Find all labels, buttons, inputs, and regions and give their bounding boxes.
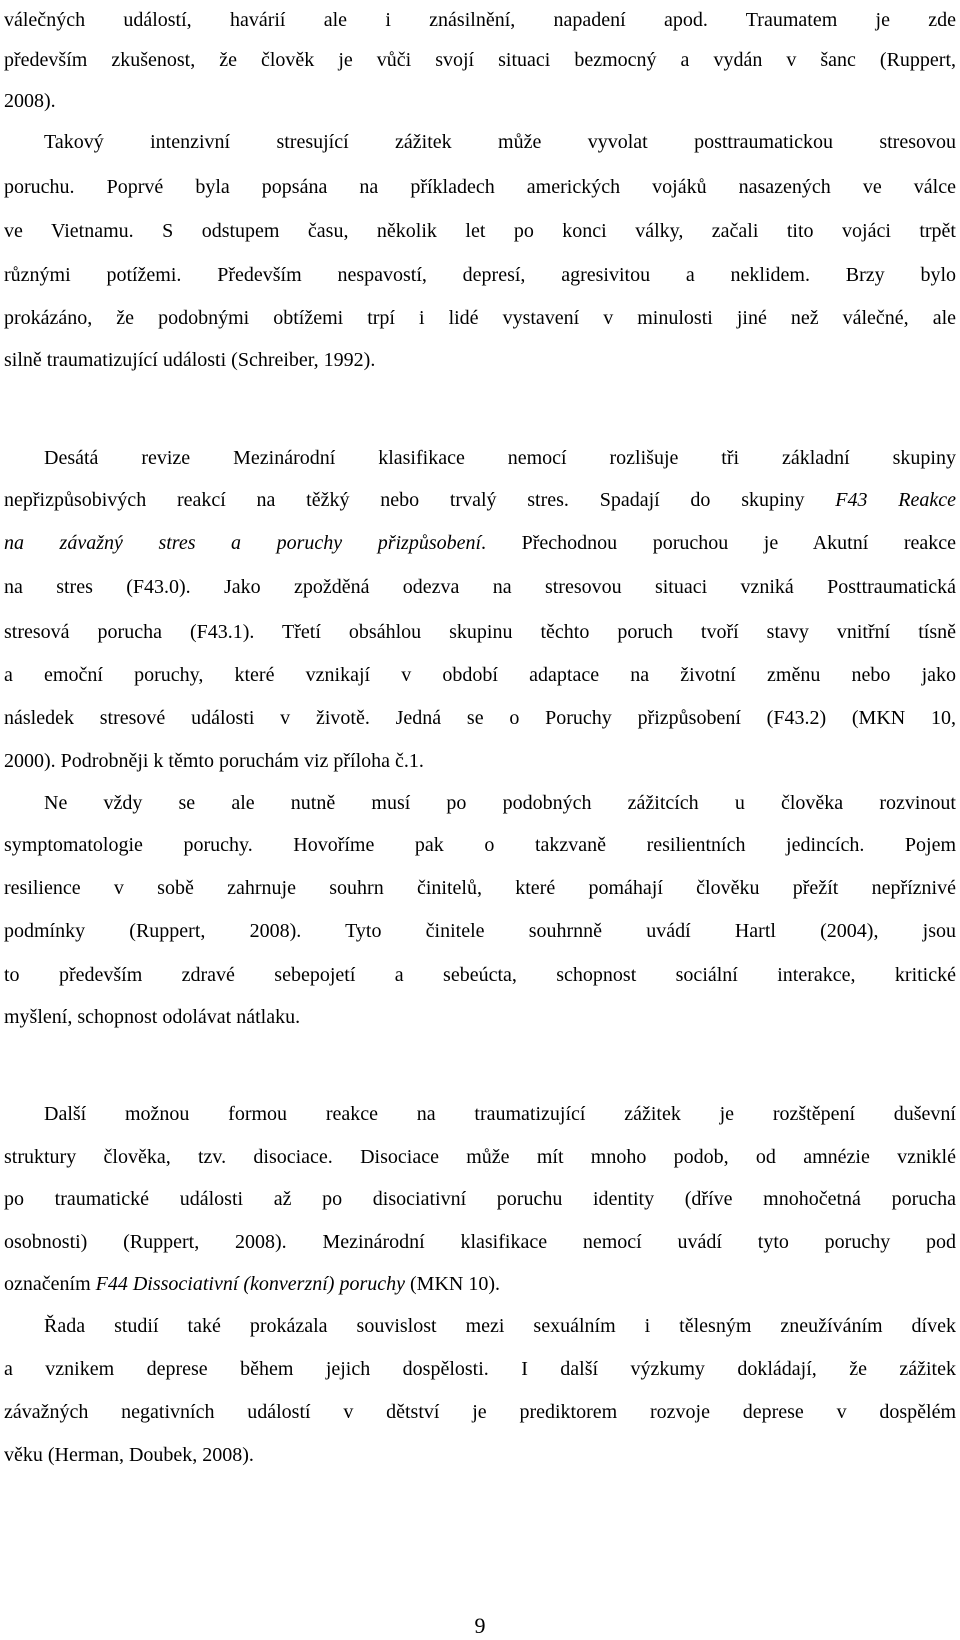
text-line: závažných negativních událostí v dětství je prediktorem rozvoje deprese v dospělém xyxy=(4,1401,956,1423)
text-line: následek stresové události v životě. Jedná se o Poruchy přizpůsobení (F43.2) (MKN 10, xyxy=(4,707,956,729)
text-run: (MKN 10). xyxy=(405,1273,500,1295)
text-line: a emoční poruchy, které vznikají v období adaptace na životní změnu nebo jako xyxy=(4,664,956,686)
text-line: osobnosti) (Ruppert, 2008). Mezinárodní klasifikace nemocí uvádí tyto poruchy pod xyxy=(4,1231,956,1253)
text-line: myšlení, schopnost odolávat nátlaku. xyxy=(4,1006,301,1028)
text-line: 2000). Podrobněji k těmto poruchám viz příloha č.1. xyxy=(4,750,424,772)
text-line: 2008). xyxy=(4,90,56,112)
text-line: především zkušenost, že člověk je vůči svojí situaci bezmocný a vydán v šanc (Ruppert, xyxy=(4,49,956,71)
text-line: a vznikem deprese během jejich dospělosti. I další výzkumy dokládají, že zážitek xyxy=(4,1358,956,1380)
text-line: různými potížemi. Především nespavostí, depresí, agresivitou a neklidem. Brzy bylo xyxy=(4,264,956,286)
text-line: ve Vietnamu. S odstupem času, několik let po konci války, začali tito vojáci trpět xyxy=(4,220,956,242)
text-line: podmínky (Ruppert, 2008). Tyto činitele souhrnně uvádí Hartl (2004), jsou xyxy=(4,920,956,942)
page-number: 9 xyxy=(474,1613,486,1638)
text-line: po traumatické události až po disociativní poruchu identity (dříve mnohočetná porucha xyxy=(4,1188,956,1210)
text-line: Ne vždy se ale nutně musí po podobných zážitcích u člověka rozvinout xyxy=(44,792,956,814)
text-line: struktury člověka, tzv. disociace. Disociace může mít mnoho podob, od amnézie vzniklé xyxy=(4,1146,956,1168)
text-line: Takový intenzivní stresující zážitek může vyvolat posttraumatickou stresovou xyxy=(44,131,956,153)
text-line: symptomatologie poruchy. Hovoříme pak o takzvaně resilientních jedincích. Pojem xyxy=(4,834,956,856)
text-line: na stres (F43.0). Jako zpožděná odezva na stresovou situaci vzniká Posttraumatická xyxy=(4,576,956,598)
text-line xyxy=(4,1269,956,1299)
italic-term: F43 Reakce xyxy=(835,489,956,511)
text-line: Řada studií také prokázala souvislost mezi sexuálním i tělesným zneužíváním dívek xyxy=(44,1315,956,1337)
text-run: . Přechodnou poruchou je Akutní reakce xyxy=(481,532,956,554)
text-line: silně traumatizující události (Schreiber, 1992). xyxy=(4,349,376,371)
text-line xyxy=(4,485,956,515)
text-run: označením xyxy=(4,1273,96,1295)
text-line: válečných událostí, havárií ale i znásilnění, napadení apod. Traumatem je zde xyxy=(4,9,956,31)
text-line: věku (Herman, Doubek, 2008). xyxy=(4,1444,254,1466)
text-line: prokázáno, že podobnými obtížemi trpí i lidé vystavení v minulosti jiné než válečné, ale xyxy=(4,307,956,329)
text-line: Další možnou formou reakce na traumatizující zážitek je rozštěpení duševní xyxy=(44,1103,956,1125)
text-line: poruchu. Poprvé byla popsána na příkladech amerických vojáků nasazených ve válce xyxy=(4,176,956,198)
text-line: Desátá revize Mezinárodní klasifikace nemocí rozlišuje tři základní skupiny xyxy=(44,447,956,469)
text-line: stresová porucha (F43.1). Třetí obsáhlou skupinu těchto poruch tvoří stavy vnitřní tísně xyxy=(4,621,956,643)
text-line: to především zdravé sebepojetí a sebeúcta, schopnost sociální interakce, kritické xyxy=(4,964,956,986)
text-run: nepřizpůsobivých reakcí na těžký nebo trvalý stres. Spadají do skupiny xyxy=(4,489,836,511)
italic-term: na závažný stres a poruchy přizpůsobení xyxy=(4,532,482,554)
text-line xyxy=(4,528,956,558)
italic-term: F44 Dissociativní (konverzní) poruchy xyxy=(95,1273,405,1295)
text-line: resilience v sobě zahrnuje souhrn činitelů, které pomáhají člověku přežít nepříznivé xyxy=(4,877,956,899)
